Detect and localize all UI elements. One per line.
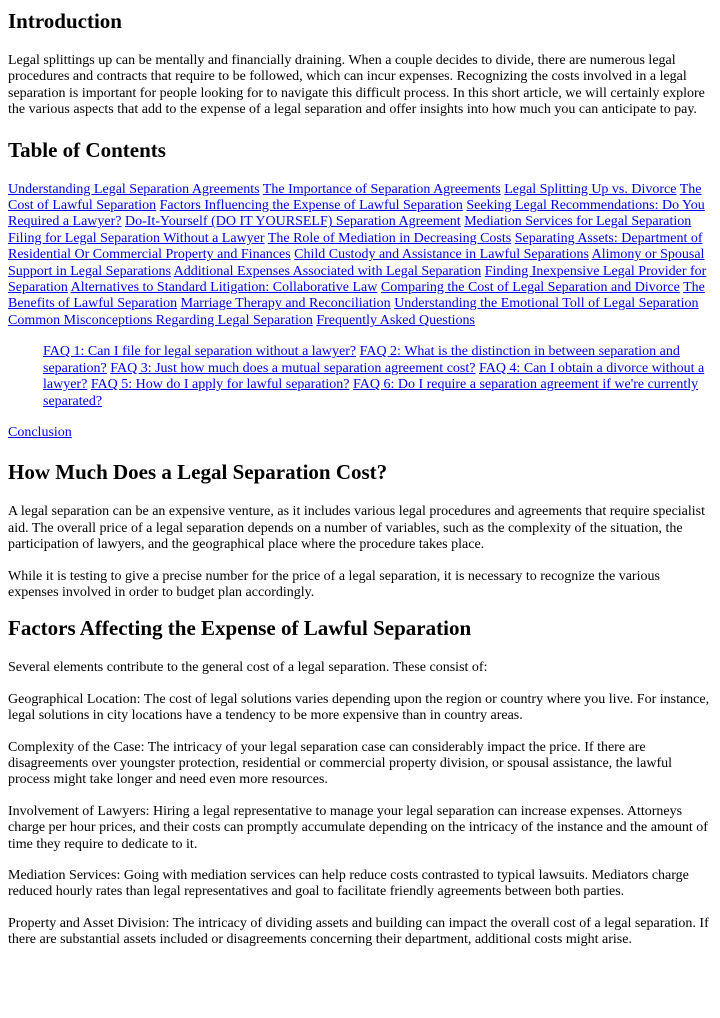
toc-conclusion xyxy=(8,425,712,441)
factors-heading: Factors Affecting the Expense of Lawful Separation xyxy=(8,616,472,641)
toc-faq-link[interactable]: FAQ 2: What is the distinction in between separation and separation? xyxy=(43,344,680,376)
introduction-heading: Introduction xyxy=(8,9,122,33)
factors-paragraph: Involvement of Lawyers: Hiring a legal representative to manage your legal separation can increase expenses. Attorneys charge per hour prices, and their costs can promptly accumulate depending on the intricacy of the instance and the amount of time they require to dedicate to it. xyxy=(8,803,708,852)
toc-faq-link[interactable]: FAQ 3: Just how much does a mutual separation agreement cost? xyxy=(110,360,476,376)
factors-paragraph: Geographical Location: The cost of legal solutions varies depending upon the region or country where you live. For instance, legal solutions in city locations have a tendency to be more expensive than in country areas. xyxy=(8,691,710,724)
toc-link[interactable]: Seeking Legal Recommendations: Do You Required a Lawyer? xyxy=(8,198,705,230)
toc-faq-link[interactable]: FAQ 5: How do I apply for lawful separation? xyxy=(90,377,350,393)
toc-link[interactable]: Additional Expenses Associated with Legal Separation xyxy=(173,263,482,279)
toc-faq-link[interactable]: FAQ 1: Can I file for legal separation without a lawyer? xyxy=(43,344,357,360)
toc-link[interactable]: Alimony or Spousal Support in Legal Separations xyxy=(8,247,705,279)
toc-link[interactable]: Child Custody and Assistance in Lawful Separations xyxy=(294,247,589,263)
toc-link[interactable]: The Importance of Separation Agreements xyxy=(262,181,501,197)
toc-link[interactable]: Do-It-Yourself (DO IT YOURSELF) Separation Agreement xyxy=(125,214,461,230)
toc-link[interactable]: Frequently Asked Questions xyxy=(316,312,475,328)
cost-paragraph: A legal separation can be an expensive venture, as it includes various legal procedures and agreements that require specialist aid. The overall price of a legal separation depends on a number of variables, such as the complexity of the situation, the participation of lawyers, and the geographical place where the procedure takes place. xyxy=(8,504,706,553)
toc-link[interactable]: The Cost of Lawful Separation xyxy=(8,181,702,214)
toc-faq-list xyxy=(8,344,712,410)
toc-heading: Table of Contents xyxy=(8,137,166,162)
toc-link[interactable]: Alternatives to Standard Litigation: Collaborative Law xyxy=(70,280,378,296)
factors-paragraph: Mediation Services: Going with mediation services can help reduce costs contrasted to typical lawsuits. Mediators charge reduced hourly rates than legal representatives and goal to facilitate friendly agreements between both parties. xyxy=(8,868,689,900)
factors-paragraph: Several elements contribute to the general cost of a legal separation. These consist of: xyxy=(8,660,488,676)
toc-link[interactable]: Factors Influencing the Expense of Lawful Separation xyxy=(159,198,463,214)
factors-paragraph: Complexity of the Case: The intricacy of your legal separation case can considerably impact the price. If there are disagreements over youngster protection, residential or commercial property division, or spousal assistance, the lawful process might take longer and need even more resources. xyxy=(8,739,673,788)
toc-links xyxy=(8,182,712,330)
toc-link[interactable]: Mediation Services for Legal Separation xyxy=(464,214,692,230)
toc-link[interactable]: Legal Splitting Up vs. Divorce xyxy=(504,181,677,197)
toc-link[interactable]: Understanding the Emotional Toll of Legal Separation xyxy=(394,296,699,312)
factors-paragraph: Property and Asset Division: The intricacy of dividing assets and building can impact the overall cost of a legal separation. If there are substantial assets included or disagreements concerning their department, additional costs might arise. xyxy=(8,915,709,948)
toc-link[interactable]: Finding Inexpensive Legal Provider for Separation xyxy=(8,263,707,296)
toc-conclusion-link[interactable]: Conclusion xyxy=(8,424,72,440)
toc-link[interactable]: Common Misconceptions Regarding Legal Separation xyxy=(8,312,313,328)
toc-link[interactable]: Understanding Legal Separation Agreements xyxy=(8,181,260,197)
toc-link[interactable]: Filing for Legal Separation Without a Lawyer xyxy=(8,230,265,246)
cost-heading: How Much Does a Legal Separation Cost? xyxy=(8,460,388,485)
cost-paragraph: While it is testing to give a precise number for the price of a legal separation, it is necessary to recognize the various expenses involved in order to budget plan accordingly. xyxy=(8,568,660,600)
introduction-paragraph: Legal splittings up can be mentally and financially draining. When a couple decides to divide, there are numerous legal procedures and contracts that require to be followed, which can incur expenses. Recognizing the costs involved in a legal separation is important for people looking for to navigate this difficult process. In this short article, we will certainly explore the various aspects that add to the expense of a legal separation and offer insights into how much you can anticipate to pay. xyxy=(8,53,705,118)
toc-link[interactable]: The Role of Mediation in Decreasing Costs xyxy=(267,230,512,246)
toc-link[interactable]: The Benefits of Lawful Separation xyxy=(8,280,705,312)
toc-link[interactable]: Separating Assets: Department of Residential Or Commercial Property and Finances xyxy=(8,230,703,263)
toc-faq-link[interactable]: FAQ 6: Do I require a separation agreement if we're currently separated? xyxy=(43,377,699,409)
toc-link[interactable]: Comparing the Cost of Legal Separation and Divorce xyxy=(380,280,680,296)
toc-faq-link[interactable]: FAQ 4: Can I obtain a divorce without a lawyer? xyxy=(43,360,705,393)
toc-link[interactable]: Marriage Therapy and Reconciliation xyxy=(180,296,391,312)
